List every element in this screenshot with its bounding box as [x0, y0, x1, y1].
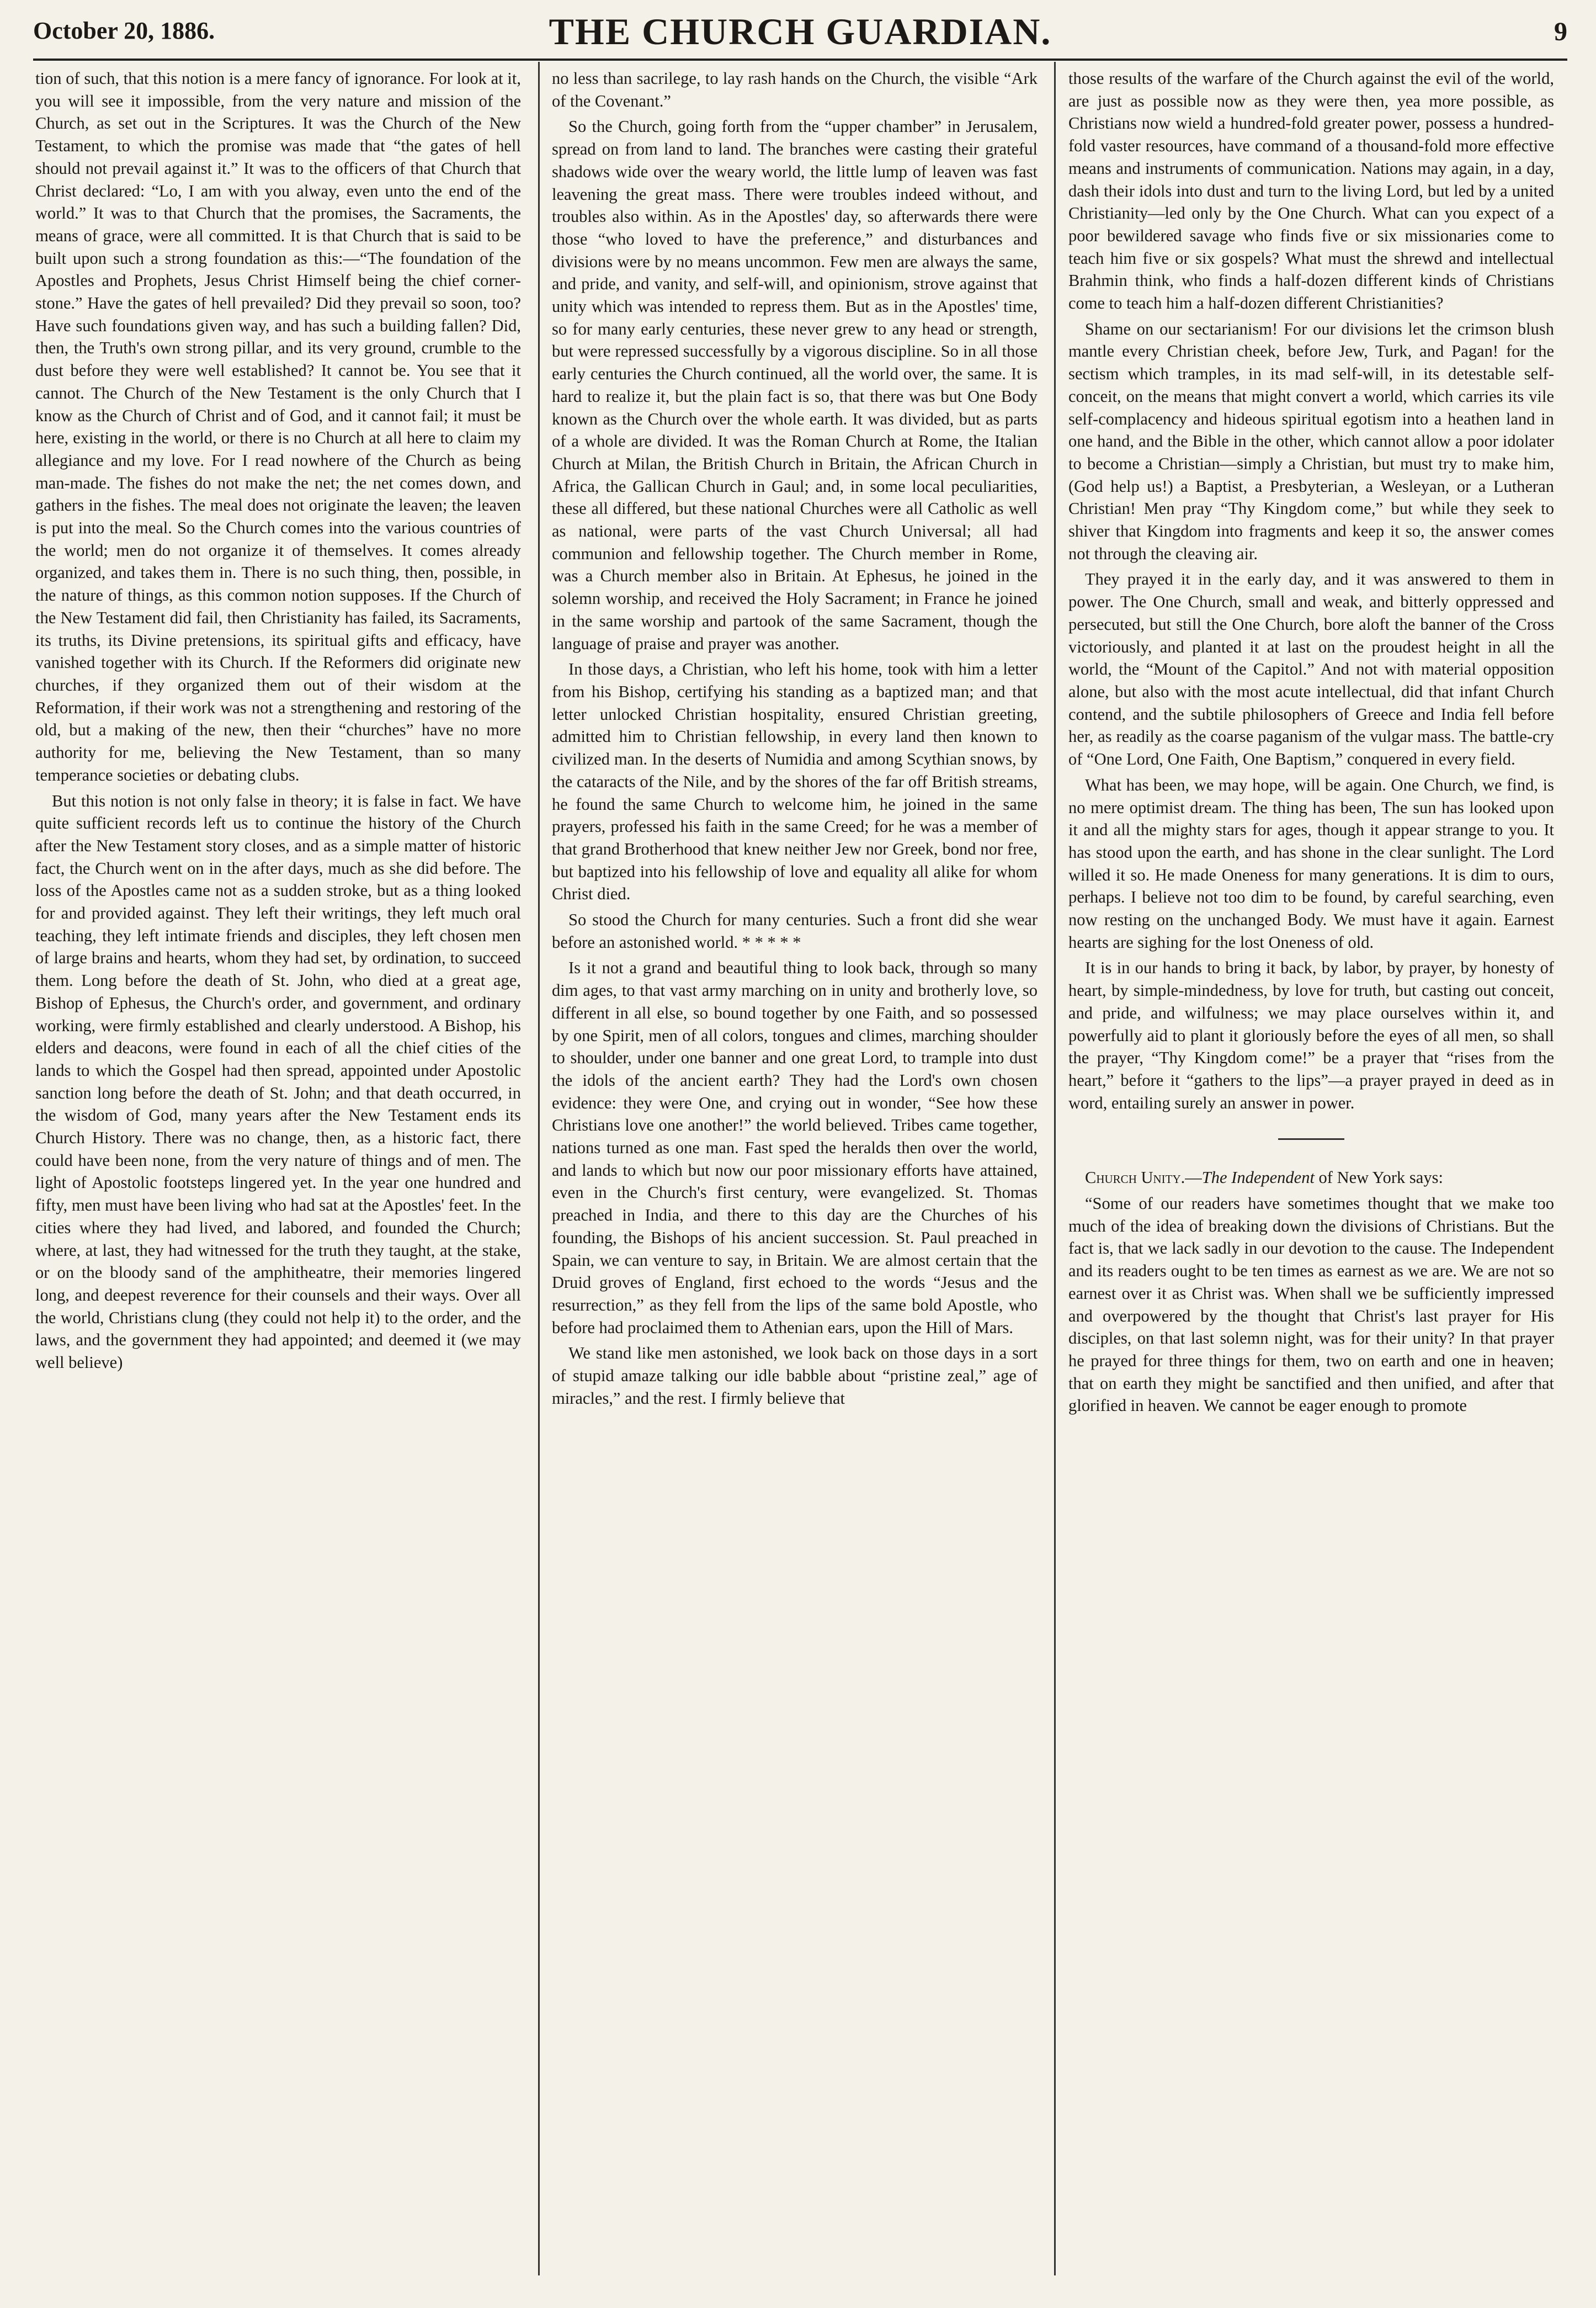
newspaper-title: THE CHURCH GUARDIAN.: [549, 10, 1052, 52]
paragraph: no less than sacrilege, to lay rash hands on the Church, the visible “Ark of the Covenant.”: [552, 69, 1038, 110]
paragraph: We stand like men astonished, we look back on those days in a sort of stupid amaze talking our idle babble about “pristine zeal,” age of miracles,” and the rest. I firmly believe that: [552, 1344, 1038, 1408]
issue-date: October 20, 1886.: [33, 17, 215, 44]
paragraph: those results of the warfare of the Church against the evil of the world, are just as possible now as they were then, yea more possible, as Christians now wield a hundred-fold greater power, possess a hundred-fold vaster resources, have command of a thousand-fold more effective means and instruments of communication. Nations may again, in a day, dash their idols into dust and turn to the living Lord, but led by a united Christianity—led only by the One Church. What can you expect of a poor bewildered savage who finds five or six missionaries come to teach him five or six gospels? What must the shrewd and intellectual Brahmin think, who finds a half-dozen different kinds of Christians come to teach him a half-dozen different Christianities?: [1068, 69, 1554, 313]
paragraph: So the Church, going forth from the “upper chamber” in Jerusalem, spread on from land to land. The branches were casting their grateful shadows wide over the weary world, the little lump of leaven was fast leavening the great mass. There were troubles indeed without, and troubles also within. As in the Apostles' day, so afterwards there were those “who loved to have the preference,” and disturbances and divisions were by no means uncommon. Few men are always the same, and pride, and vanity, and self-will, and opinionism, strove against that unity which was intended to repress them. But as in the Apostles' time, so for many early centuries, these never grew to any head or strength, but were repressed successfully by a vigorous discipline. So in all those early centuries the Church continued, all the world over, the same. It is hard to realize it, but the plain fact is so, that there was but One Body known as the Church over the whole earth. It was divided, but as parts of a whole are divided. It was the Roman Church at Rome, the Italian Church at Milan, the British Church in Britain, the African Church in Africa, the Gallican Church in Gaul; and, in some local peculiarities, these all differed, but these national Churches were all Catholic as well as national, were parts of the vast Church Universal; all had communion and fellowship together. The Church member in Rome, was a Church member also in Britain. At Ephesus, he joined in the solemn worship, and received the Holy Sacrament; in France he joined in the same worship and partook of the same Sacrament, though the language of praise and prayer was another.: [552, 117, 1038, 653]
column-rule: [538, 62, 540, 2275]
section-heading: Church Unity.—: [1085, 1168, 1202, 1187]
church-unity-intro: [1068, 1166, 1554, 1189]
column-2: [552, 67, 1038, 2292]
column-3: [1068, 67, 1554, 2292]
paragraph: “Some of our readers have sometimes thought that we make too much of the idea of breaking down the divisions of Christians. But the fact is, that we lack sadly in our devotion to the cause. The Independent and its readers ought to be ten times as earnest as we are. We are not so earnest over it as Christ was. When shall we be sufficiently impressed and overpowered by the thought that Christ's last prayer for His disciples, on that last solemn night, was for their unity? In that prayer he prayed for three things for them, two on earth and one in heaven; that on earth they might be sanctified and then unified, and after that glorified in heaven. We cannot be eager enough to promote: [1068, 1194, 1554, 1415]
paragraph: It is in our hands to bring it back, by labor, by prayer, by honesty of heart, by simple-mindedness, by love for truth, but casting out conceit, and pride, and wilfulness; we may place ourselves within it, and powerfully aid to plant it gloriously before the eyes of all men, so shall the prayer, “Thy Kingdom come!” be a prayer that “rises from the heart,” before it “gathers to the lips”—a prayer prayed in deed as in word, entailing surely an answer in power.: [1068, 958, 1554, 1112]
paragraph: What has been, we may hope, will be again. One Church, we find, is no mere optimist dream. The thing has been, The sun has looked upon it and all the mighty stars for ages, though it appear strange to you. It has stood upon the earth, and has shone in the clear sunlight. The Lord willed it so. He made Oneness for many generations. It is dim to ours, perhaps. I believe not too dim to be found, by careful searching, even now resting on the unchanged Body. We must have it again. Earnest hearts are sighing for the lost Oneness of old.: [1068, 775, 1554, 952]
intro-text: of New York says:: [1314, 1168, 1443, 1187]
page-number: 9: [1554, 17, 1567, 46]
paragraph: They prayed it in the early day, and it was answered to them in power. The One Church, small and weak, and bitterly oppressed and persecuted, but still the One Church, bore aloft the banner of the Cross victoriously, and planted it at last on the proudest height in all the world, the “Mount of the Capitol.” And not with material opposition alone, but also with the most acute intellectual, did that infant Church contend, and the subtile philosophers of Greece and India fell before her, as readily as the coarse paganism of the vulgar mass. The battle-cry of “One Lord, One Faith, One Baptism,” conquered in every field.: [1068, 570, 1554, 769]
paragraph: Shame on our sectarianism! For our divisions let the crimson blush mantle every Christian cheek, before Jew, Turk, and Pagan! for the sectism which tramples, in its mad self-will, in its detestable self-conceit, on the means that might convert a world, which carries its vile self-complacency and hideous spiritual egotism into a heathen land in one hand, and the Bible in the other, which cannot allow a poor idolater to become a Christian—simply a Christian, but must try to make him, (God help us!) a Baptist, a Presbyterian, a Wesleyan, or a Lutheran Christian! Men pray “Thy Kingdom come,” but while they seek to shiver that Kingdom into fragments and keep it so, the answer comes not through the cleaving air.: [1068, 319, 1554, 563]
paragraph: In those days, a Christian, who left his home, took with him a letter from his Bishop, certifying his standing as a baptized man; and that letter unlocked Christian hospitality, ensured Christian greeting, admitted him to Christian fellowship, in every land then known to civilized man. In the deserts of Numidia and among Scythian snows, by the cataracts of the Nile, and by the shores of the far off British streams, he found the same Church to welcome him, he joined in the same prayers, professed his faith in the same Creed; for he was a member of that grand Brotherhood that knew neither Jew nor Greek, bond nor free, but baptized into his fellowship of love and equality all alike for whom Christ died.: [552, 660, 1038, 904]
column-1: [35, 67, 521, 2292]
section-divider: [1278, 1138, 1344, 1140]
paragraph: So stood the Church for many centuries. Such a front did she wear before an astonished world. * * * * *: [552, 910, 1038, 952]
paragraph: Is it not a grand and beautiful thing to look back, through so many dim ages, to that vast army marching on in unity and brotherly love, so different in all else, so bound together by one Faith, and so possessed by one Spirit, men of all colors, tongues and climes, marching shoulder to shoulder, under one banner and one great Lord, to trample into dust the idols of the ancient earth? They had the Lord's own chosen evidence: they were One, and crying out in wonder, “See how these Christians love one another!” the world believed. Tribes came together, nations turned as one man. Fast sped the heralds then over the world, and lands to which but now our poor missionary efforts have attained, even in the Church's first century, were evangelized. St. Thomas preached in India, and there to this day are the Churches of his founding, the Bishops of his ancient succession. St. Paul preached in Spain, we can venture to say, in Britain. We are almost certain that the Druid groves of England, first echoed to the words “Jesus and the resurrection,” as they fell from the lips of the same bold Apostle, who before had proclaimed them to Athenian ears, upon the Hill of Mars.: [552, 958, 1038, 1337]
source-name: The Independent: [1201, 1168, 1315, 1187]
column-rule: [1054, 62, 1056, 2275]
masthead: [33, 6, 1567, 61]
paragraph: But this notion is not only false in theory; it is false in fact. We have quite sufficient records left us to continue the history of the Church after the New Testament story closes, and as a simple matter of historic fact, the Church went on in the after days, much as she did before. The loss of the Apostles came not as a sudden stroke, but as a thing looked for and provided against. They left their writings, they left much oral teaching, they left intimate friends and disciples, they left chosen men of large brains and hearts, whom they had set, by ordination, to succeed them. Long before the death of St. John, who died at a great age, Bishop of Ephesus, the Church's order, and government, and ordinary working, were firmly established and clearly understood. A Bishop, his elders and deacons, were found in each of all the chief cities of the lands to which the Gospel had then spread, appointed under Apostolic sanction long before the death of St. John; and that death occurred, in the wisdom of God, many years after the New Testament ends its Church History. There was no change, then, as a historic fact, there could have been none, from the very nature of things and of men. The light of Apostolic footsteps lingered yet. In the year one hundred and fifty, men must have been living who had sat at the Apostles' feet. In the cities where they had lived, and labored, and founded the Church; where, at last, they had witnessed for the truth they taught, at the stake, or on the bloody sand of the amphitheatre, their memories lingered long, and deepest reverence for their counsels and their ways. Over all the world, Christians clung (they could not help it) to the order, and the laws, and the government they had appointed; and deemed it (we may well believe): [35, 791, 521, 1372]
paragraph: tion of such, that this notion is a mere fancy of ignorance. For look at it, you will see it impossible, from the very nature and mission of the Church, as set out in the Scriptures. It was the Church of the New Testament, to which the promise was made that “the gates of hell should not prevail against it.” It was to the officers of that Church that Christ declared: “Lo, I am with you alway, even unto the end of the world.” It was to that Church that the promises, the Sacraments, the means of grace, were all committed. It is that Church that is said to be built upon such a strong foundation as this:—“The foundation of the Apostles and Prophets, Jesus Christ Himself being the chief corner-stone.” Have the gates of hell prevailed? Did they prevail so soon, too? Have such foundations given way, and has such a building fallen? Did, then, the Truth's own strong pillar, and its very ground, crumble to the dust before they were well established? It cannot be. You see that it cannot. The Church of the New Testament is the only Church that I know as the Church of Christ and of God, and it cannot fail; it must be here, existing in the world, or there is no Church at all here to claim my allegiance and my love. For I read nowhere of the Church as being man-made. The fishes do not make the net; the net comes down, and gathers in the fishes. The meal does not originate the leaven; the leaven is put into the meal. So the Church comes into the various countries of the world; men do not organize it of themselves. It comes already organized, and takes them in. There is no such thing, then, possible, in the nature of things, as this common notion supposes. If the Church of the New Testament did fail, then Christianity has failed, its Sacraments, its truths, its Divine pretensions, its spiritual gifts and efficacy, have vanished together with its Church. If the Reformers did originate new churches, if they organized them out of their wisdom at the Reformation, if their work was not a strengthening and restoring of the old, but a making of the new, then their “churches” have no more authority for me, believing the New Testament, than so many temperance societies or debating clubs.: [35, 69, 521, 784]
